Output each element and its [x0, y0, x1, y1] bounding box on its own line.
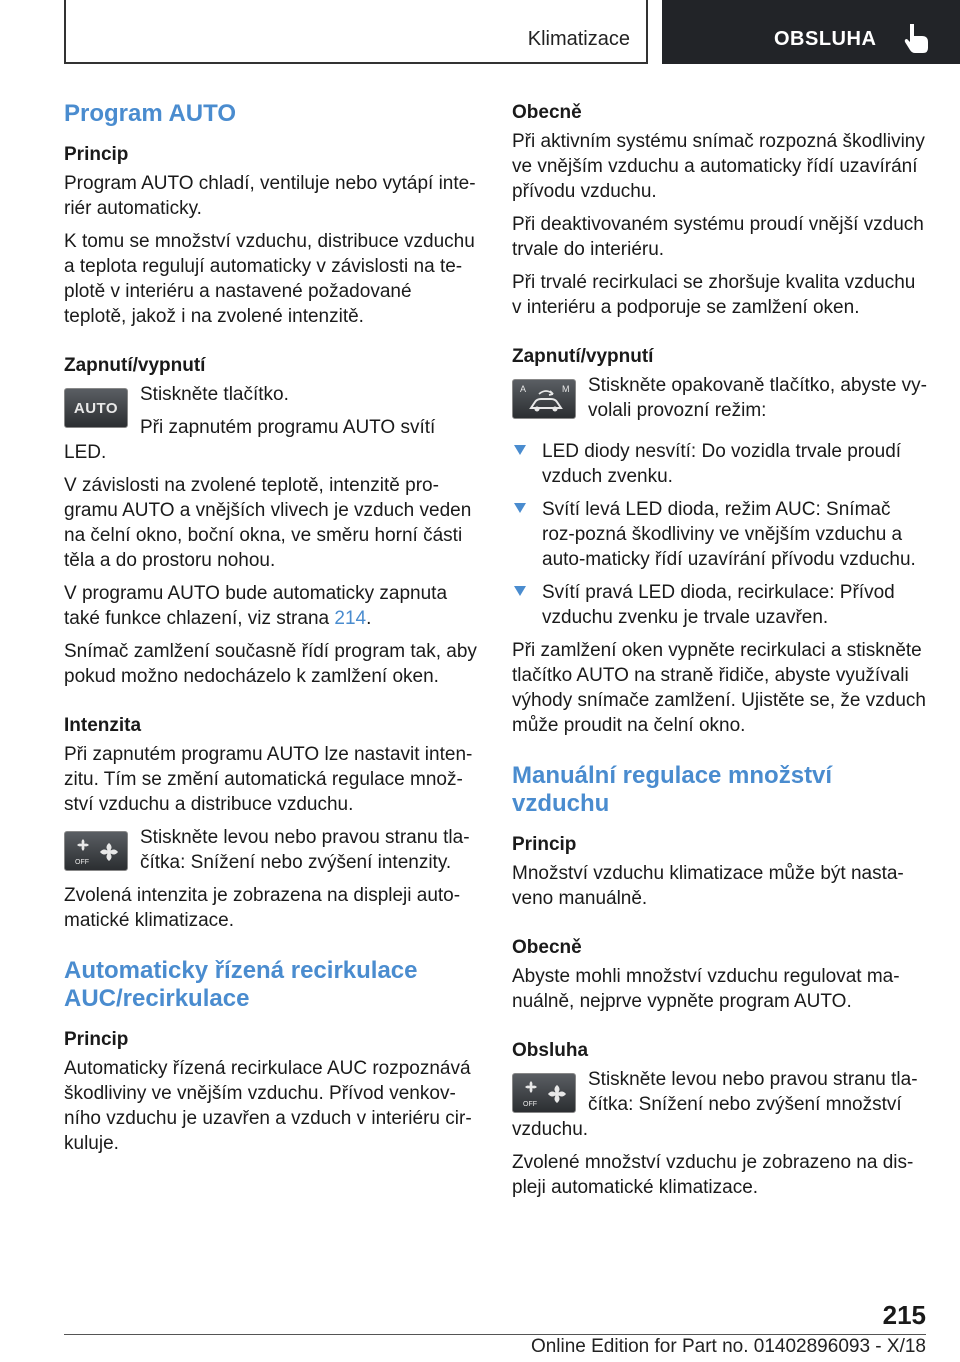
heading-auc: Automaticky řízená recirkulace AUC/recirkulace [64, 957, 418, 1012]
paragraph: Stiskněte levou nebo pravou stranu tla‐čítka: Snížení nebo zvýšení intenzity. [140, 827, 470, 873]
right-column [512, 100, 928, 1208]
paragraph: Snímač zamlžení současně řídí program tak, aby pokud možno nedocházelo k zamlžení oken. [64, 641, 477, 687]
fan-button-icon [512, 1073, 576, 1113]
heading-manual: Manuální regulace množství vzduchu [512, 762, 833, 817]
paragraph: Stiskněte levou nebo pravou stranu tla‐čítka: Snížení nebo zvýšení množství vzduchu. [512, 1069, 918, 1140]
fan-button-block [64, 825, 478, 883]
bullet-triangle-icon [514, 503, 526, 513]
paragraph: Stiskněte tlačítko. [140, 384, 289, 405]
left-column [64, 100, 478, 1164]
heading-program-auto: Program AUTO [64, 100, 237, 127]
paragraph: V závislosti na zvolené teplotě, intenzitě pro‐gramu AUTO a vnějších vlivech je vzduch veden na čelní okno, boční okna, ve směru horní části těla a do prostoru nohou. [64, 475, 472, 571]
subheading-princip: Princip [64, 144, 129, 165]
paragraph: Množství vzduchu klimatizace může být nasta‐veno manuálně. [512, 863, 904, 909]
paragraph: Při deaktivovaném systému proudí vnější vzduch trvale do interiéru. [512, 214, 924, 260]
header-chapter-tab [662, 0, 960, 64]
paragraph: Zvolená intenzita je zobrazena na displeji auto‐matické klimatizace. [64, 885, 461, 931]
paragraph: Stiskněte opakovaně tlačítko, abyste vy‐volali provozní režim: [588, 375, 928, 421]
mode-list [512, 439, 928, 630]
paragraph: Program AUTO chladí, ventiluje nebo vytápí inte‐riér automaticky. [64, 173, 476, 219]
list-item: Svítí pravá LED dioda, recirkulace: Přívod vzduchu zvenku je trvale uzavřen. [512, 580, 928, 630]
paragraph: Při zapnutém programu AUTO svítí LED. [64, 417, 436, 463]
auto-button-icon: AUTO [64, 388, 128, 428]
paragraph: Při zamlžení oken vypněte recirkulaci a stiskněte tlačítko AUTO na straně řidiče, abyste využívali výhody snímače zamlžení. Ujistěte se, že vzduch může proudit na čelní okno. [512, 640, 926, 736]
paragraph: Při trvalé recirkulaci se zhoršuje kvalita vzduchu v interiéru a podporuje se zamlžení oken. [512, 272, 916, 318]
footer-edition: Online Edition for Part no. 01402896093 - X/18 [530, 1336, 926, 1357]
footer-divider [64, 1334, 926, 1335]
svg-text:A: A [520, 384, 527, 394]
subheading-obecne: Obecně [512, 937, 582, 958]
paragraph: Zvolené množství vzduchu je zobrazeno na dis‐pleji automatické klimatizace. [512, 1152, 914, 1198]
paragraph: Při aktivním systému snímač rozpozná škodliviny ve vnějším vzduchu a automaticky řídí uzavírání přívodu vzduchu. [512, 131, 925, 202]
header-section-title: Klimatizace [527, 28, 630, 50]
subheading-obsluha: Obsluha [512, 1040, 589, 1061]
bullet-triangle-icon [514, 586, 526, 596]
chapter-label: OBSLUHA [774, 28, 877, 50]
paragraph: K tomu se množství vzduchu, distribuce vzduchu a teplota regulují automaticky v závislosti na te‐plotě v interiéru a nastavené požadované teplotě, jakož i na zvolené intenzitě. [64, 231, 475, 327]
subheading-zapnuti: Zapnutí/vypnutí [512, 346, 654, 367]
bullet-triangle-icon [514, 445, 526, 455]
paragraph: V programu AUTO bude automaticky zapnuta také funkce chlazení, viz strana 214. [64, 583, 448, 629]
subheading-princip: Princip [64, 1029, 129, 1050]
subheading-princip: Princip [512, 834, 577, 855]
svg-text:OFF: OFF [523, 1101, 537, 1108]
recirculation-button-icon [512, 379, 576, 419]
subheading-intenzita: Intenzita [64, 715, 142, 736]
fan-button-icon [64, 831, 128, 871]
page-link[interactable]: 214 [334, 608, 367, 629]
recirculation-button-block [512, 373, 928, 431]
svg-text:M: M [562, 384, 570, 394]
paragraph: Automaticky řízená recirkulace AUC rozpoznává škodliviny ve vnějším vzduchu. Přívod venkov‐ního vzduchu je uzavřen a vzduch v interiéru cir‐kuluje. [64, 1058, 472, 1154]
paragraph: Při zapnutém programu AUTO lze nastavit inten‐zitu. Tím se změní automatická regulace množ‐ství vzduchu a distribuce vzduchu. [64, 744, 473, 815]
list-item: LED diody nesvítí: Do vozidla trvale proudí vzduch zvenku. [512, 439, 928, 489]
subheading-zapnuti: Zapnutí/vypnutí [64, 355, 206, 376]
auto-button-block [64, 382, 478, 473]
list-item: Svítí levá LED dioda, režim AUC: Snímač roz‐pozná škodliviny ve vnějším vzduchu a auto‐maticky řídí uzavírání přívodu vzduchu. [512, 497, 928, 572]
svg-text:OFF: OFF [75, 859, 89, 866]
pointing-hand-icon [902, 22, 932, 54]
paragraph: Abyste mohli množství vzduchu regulovat ma‐nuálně, nejprve vypněte program AUTO. [512, 966, 900, 1012]
subheading-obecne: Obecně [512, 102, 582, 123]
page-number: 215 [882, 1300, 926, 1330]
fan-button-block [512, 1067, 928, 1150]
